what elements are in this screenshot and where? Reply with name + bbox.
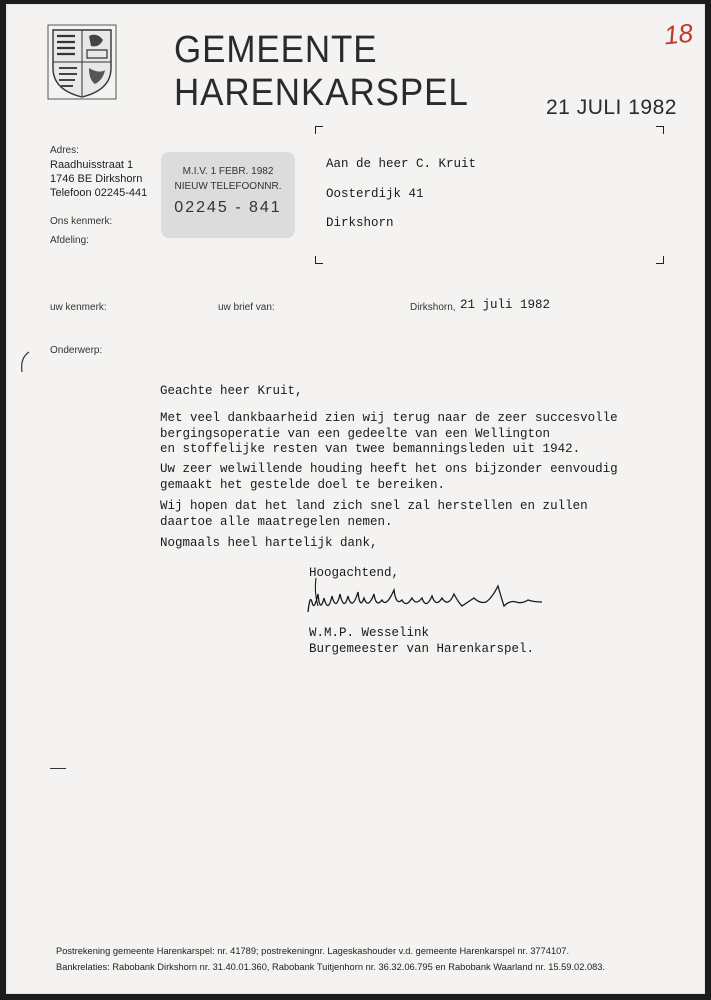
address-label: Adres: [50, 145, 79, 156]
stamp-effective-date: M.I.V. 1 FEBR. 1982 [182, 166, 274, 177]
letter-page [6, 4, 705, 994]
window-corner-top-left [315, 126, 323, 134]
letter-date: 21 juli 1982 [460, 298, 551, 312]
municipality-title: GEMEENTE HARENKARSPEL [174, 29, 469, 114]
punch-mark-icon [18, 350, 32, 376]
window-corner-bottom-left [315, 256, 323, 264]
stamp-heading: NIEUW TELEFOONNR. [174, 181, 282, 192]
sender-city: 1746 BE Dirkshorn [50, 173, 143, 185]
received-date-stamp: 21 JULI 1982 [546, 96, 677, 119]
window-corner-bottom-right [656, 256, 664, 264]
recipient-city: Dirkshorn [326, 216, 394, 230]
paragraph-3: Wij hopen dat het land zich snel zal herstellen en zullen daartoe alle maatregelen nemen. [160, 499, 588, 529]
place-label: Dirkshorn, [410, 302, 456, 313]
sender-street: Raadhuisstraat 1 [50, 159, 134, 171]
sender-phone: Telefoon 02245-441 [50, 187, 148, 199]
page-number-annotation: 18 [662, 17, 695, 51]
department-label: Afdeling: [50, 235, 89, 246]
your-reference-label: uw kenmerk: [50, 302, 107, 313]
closing: Hoogachtend, [309, 566, 400, 580]
handwritten-signature-icon [302, 572, 552, 622]
your-letter-label: uw brief van: [218, 302, 275, 313]
subject-label: Onderwerp: [50, 345, 103, 356]
paragraph-1: Met veel dankbaarheid zien wij terug naar de zeer succesvolle bergingsoperatie van een gedeelte van een Wellington en stoffelijke resten van twee bemanningsleden uit 1942. [160, 411, 618, 456]
paragraph-4: Nogmaals heel hartelijk dank, [160, 536, 378, 550]
paragraph-2: Uw zeer welwillende houding heeft het ons bijzonder eenvoudig gemaakt het gestelde doel te bereiken. [160, 462, 618, 492]
coat-of-arms-icon [47, 24, 117, 100]
recipient-name: Aan de heer C. Kruit [326, 157, 477, 171]
signer-name: W.M.P. Wesselink [309, 626, 430, 640]
footer-bank-relations: Bankrelaties: Rabobank Dirkshorn nr. 31.40.01.360, Rabobank Tuitjenhorn nr. 36.32.06.795 en Rabobank Waarland nr. 15.59.02.083. [56, 962, 606, 972]
window-corner-top-right [656, 126, 664, 134]
fold-mark [50, 768, 66, 769]
footer-postal-account: Postrekening gemeente Harenkarspel: nr. 41789; postrekeningnr. Lageskashouder v.d. gemeente Harenkarspel nr. 3774107. [56, 946, 570, 956]
recipient-street: Oosterdijk 41 [326, 187, 424, 201]
signer-title: Burgemeester van Harenkarspel. [309, 642, 535, 656]
salutation: Geachte heer Kruit, [160, 384, 303, 398]
new-phone-number-stamp [161, 152, 295, 238]
stamp-phone-number: 02245 - 841 [174, 199, 282, 216]
our-reference-label: Ons kenmerk: [50, 216, 113, 227]
